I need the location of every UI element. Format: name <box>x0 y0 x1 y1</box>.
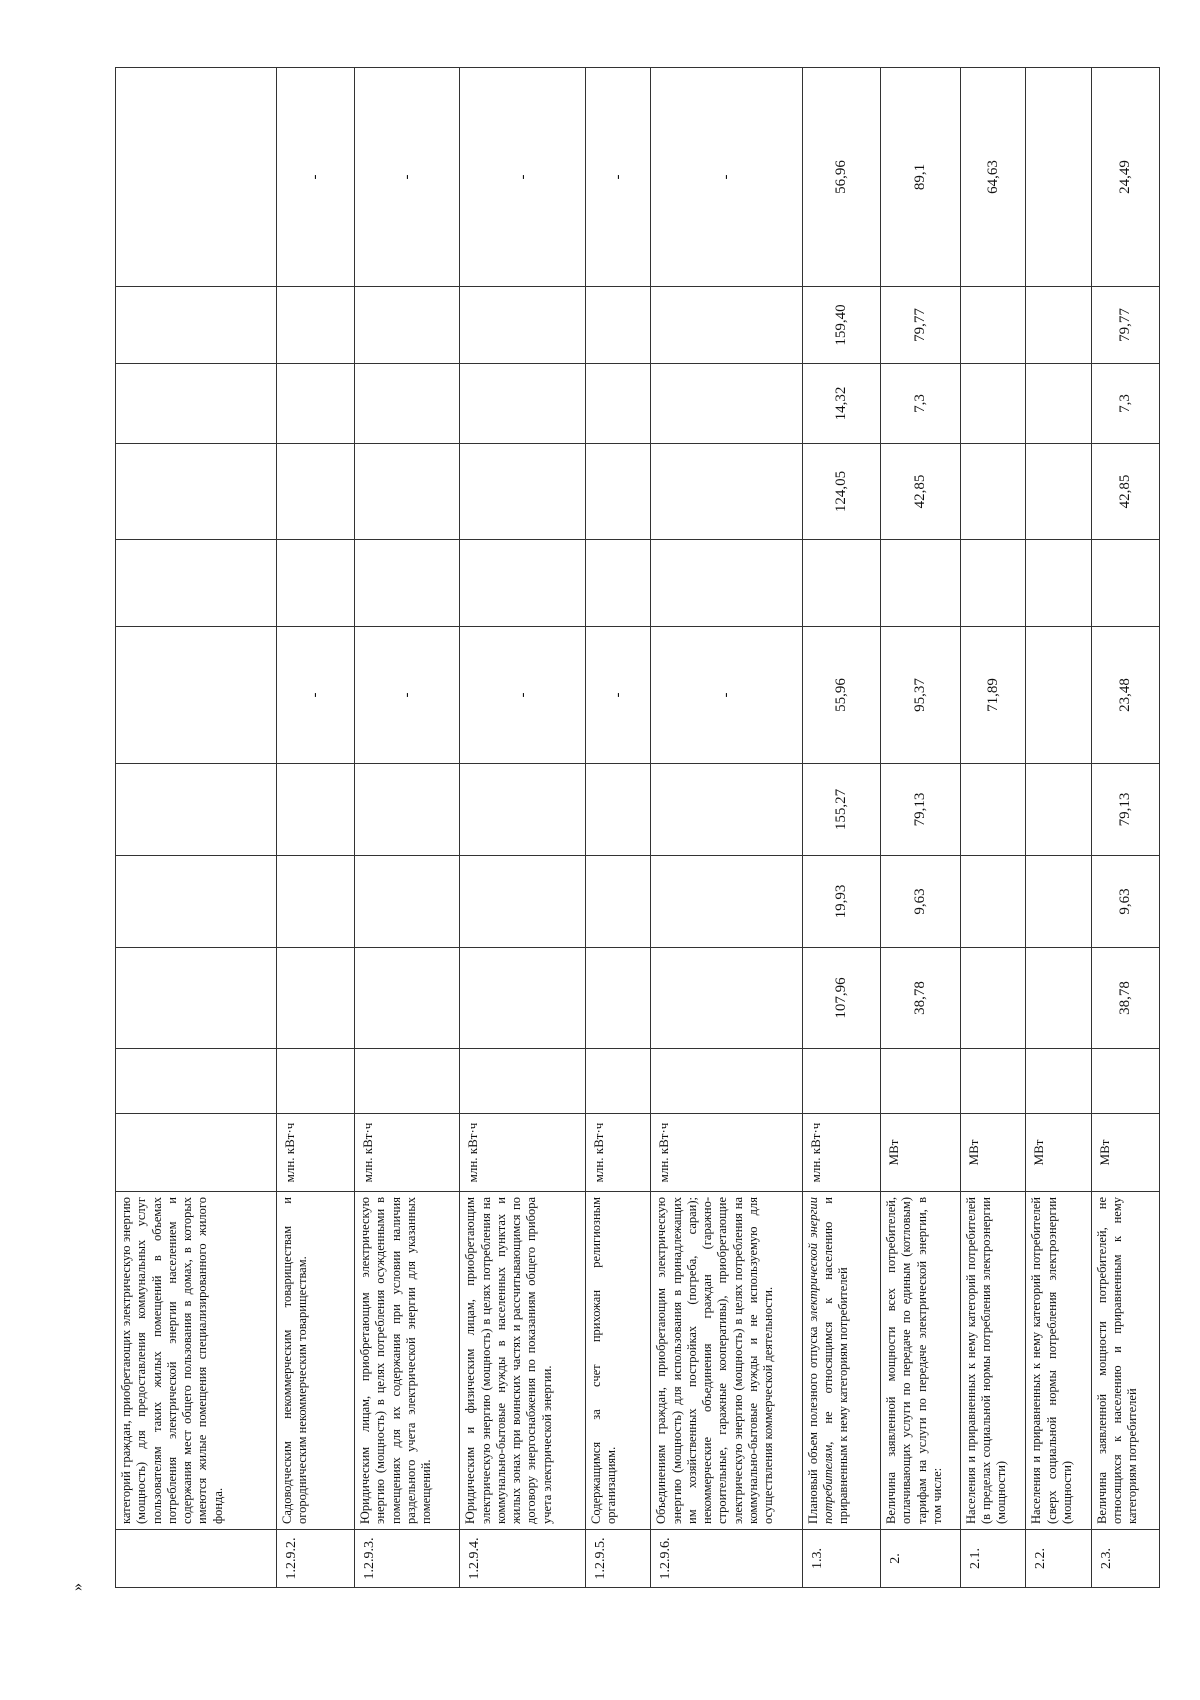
row-name: Садоводческим некоммерческим товариществам и огородническим некоммерческим товариществам. <box>276 1192 355 1530</box>
value-cell-2: 38,78 <box>1091 948 1159 1049</box>
table-row <box>881 68 961 1588</box>
row-unit: млн. кВт·ч <box>276 1114 355 1192</box>
value-cell-3: 9,63 <box>881 856 961 948</box>
value-cell-6 <box>585 540 651 627</box>
value-cell-9 <box>1026 287 1092 364</box>
value-cell-9 <box>276 287 355 364</box>
row-name: Юридическим и физическим лицам, приобретающим электрическую энергию (мощность) в целях потребления на коммунально-бытовые нужды в населенных пунктах и жилых зонах при воинских частях и рассчитывающимся по договору энергоснабжения по показаниям общего прибора учета электрической энергии. <box>460 1192 585 1530</box>
value-cell-10 <box>1026 68 1092 287</box>
value-cell-7: 124,05 <box>802 444 881 540</box>
value-cell-7 <box>355 444 460 540</box>
value-cell-9 <box>960 287 1026 364</box>
value-cell-2 <box>355 948 460 1049</box>
value-cell-9 <box>355 287 460 364</box>
table-body <box>116 68 1160 1588</box>
value-cell-6 <box>276 540 355 627</box>
value-cell-4 <box>116 764 277 856</box>
row-code: 2.2. <box>1026 1530 1092 1588</box>
tariff-table <box>115 67 1160 1588</box>
row-name-part: Плановый объем полезного отпуска <box>805 1321 820 1524</box>
value-cell-1 <box>276 1049 355 1114</box>
row-unit: МВт <box>1026 1114 1092 1192</box>
value-cell-4 <box>651 764 802 856</box>
row-code: 2. <box>881 1530 961 1588</box>
value-cell-10: - <box>355 68 460 287</box>
value-cell-2 <box>651 948 802 1049</box>
value-cell-10: 56,96 <box>802 68 881 287</box>
value-cell-9: 79,77 <box>1091 287 1159 364</box>
value-cell-5: 55,96 <box>802 627 881 764</box>
row-unit <box>116 1114 277 1192</box>
row-name: Юридическим лицам, приобретающим электрическую энергию (мощность) в целях потребления осужденными в помещениях для их содержания при условии наличия раздельного учета электрической энергии для указанных помещений. <box>355 1192 460 1530</box>
value-cell-7 <box>460 444 585 540</box>
value-cell-1 <box>355 1049 460 1114</box>
value-cell-9 <box>116 287 277 364</box>
value-cell-8: 7,3 <box>881 364 961 444</box>
value-cell-4: 79,13 <box>881 764 961 856</box>
value-cell-3: 9,63 <box>1091 856 1159 948</box>
value-cell-8 <box>460 364 585 444</box>
rotated-table-page <box>115 68 1160 1588</box>
row-code: 1.2.9.3. <box>355 1530 460 1588</box>
value-cell-6 <box>460 540 585 627</box>
value-cell-7 <box>276 444 355 540</box>
row-code <box>116 1530 277 1588</box>
value-cell-7 <box>116 444 277 540</box>
value-cell-8 <box>355 364 460 444</box>
value-cell-5 <box>1026 627 1092 764</box>
value-cell-1 <box>960 1049 1026 1114</box>
row-code: 1.2.9.6. <box>651 1530 802 1588</box>
table-row <box>276 68 355 1588</box>
row-name <box>802 1192 881 1530</box>
row-unit: млн. кВт·ч <box>355 1114 460 1192</box>
value-cell-3 <box>585 856 651 948</box>
value-cell-8 <box>116 364 277 444</box>
value-cell-4: 79,13 <box>1091 764 1159 856</box>
value-cell-1 <box>1026 1049 1092 1114</box>
value-cell-2 <box>116 948 277 1049</box>
value-cell-7 <box>651 444 802 540</box>
value-cell-7 <box>960 444 1026 540</box>
value-cell-6 <box>881 540 961 627</box>
value-cell-2: 107,96 <box>802 948 881 1049</box>
value-cell-2 <box>585 948 651 1049</box>
row-unit: млн. кВт·ч <box>802 1114 881 1192</box>
value-cell-9 <box>585 287 651 364</box>
row-name: Населения и приравненных к нему категорий потребителей (в пределах социальной нормы потребления электроэнергии (мощности) <box>960 1192 1026 1530</box>
row-name: Величина заявленной мощности потребителей, не относящихся к населению и приравненным к нему категориям потребителей <box>1091 1192 1159 1530</box>
value-cell-3 <box>1026 856 1092 948</box>
value-cell-4: 155,27 <box>802 764 881 856</box>
value-cell-9: 79,77 <box>881 287 961 364</box>
value-cell-7 <box>585 444 651 540</box>
value-cell-5: - <box>276 627 355 764</box>
value-cell-2: 38,78 <box>881 948 961 1049</box>
row-unit: млн. кВт·ч <box>460 1114 585 1192</box>
value-cell-6 <box>1026 540 1092 627</box>
value-cell-3 <box>355 856 460 948</box>
value-cell-4 <box>960 764 1026 856</box>
value-cell-8 <box>651 364 802 444</box>
value-cell-1 <box>1091 1049 1159 1114</box>
row-name-part: электрической энергии потребителям, <box>805 1197 835 1524</box>
value-cell-10: - <box>460 68 585 287</box>
value-cell-9: 159,40 <box>802 287 881 364</box>
value-cell-8 <box>1026 364 1092 444</box>
value-cell-2 <box>460 948 585 1049</box>
value-cell-6 <box>651 540 802 627</box>
table-row <box>116 68 277 1588</box>
value-cell-2 <box>1026 948 1092 1049</box>
value-cell-1 <box>116 1049 277 1114</box>
value-cell-6 <box>1091 540 1159 627</box>
row-code: 2.1. <box>960 1530 1026 1588</box>
row-name-part: не относящимся к населению и приравненным к нему категориям потребителей <box>820 1197 851 1524</box>
value-cell-4 <box>1026 764 1092 856</box>
value-cell-10: - <box>276 68 355 287</box>
table-row <box>355 68 460 1588</box>
value-cell-9 <box>460 287 585 364</box>
value-cell-7: 42,85 <box>1091 444 1159 540</box>
row-name: Объединениям граждан, приобретающим электрическую энергию (мощность) для использования в принадлежащих им хозяйственных постройках (погреба, сараи); некоммерческие объединения граждан (гаражно-строительные, гаражные кооперативы), приобретающие электрическую энергию (мощность) в целях потребления на коммунально-бытовые нужды и не используемую для осуществления коммерческой деятельности. <box>651 1192 802 1530</box>
value-cell-8: 7,3 <box>1091 364 1159 444</box>
value-cell-1 <box>585 1049 651 1114</box>
value-cell-7: 42,85 <box>881 444 961 540</box>
value-cell-5: - <box>585 627 651 764</box>
row-code: 1.2.9.4. <box>460 1530 585 1588</box>
value-cell-8 <box>960 364 1026 444</box>
value-cell-3 <box>960 856 1026 948</box>
table-row <box>1026 68 1092 1588</box>
row-code: 1.2.9.5. <box>585 1530 651 1588</box>
table-row <box>960 68 1026 1588</box>
value-cell-5: - <box>651 627 802 764</box>
row-unit: млн. кВт·ч <box>651 1114 802 1192</box>
value-cell-6 <box>355 540 460 627</box>
table-row <box>585 68 651 1588</box>
value-cell-7 <box>1026 444 1092 540</box>
value-cell-10 <box>116 68 277 287</box>
value-cell-2 <box>276 948 355 1049</box>
table-row <box>651 68 802 1588</box>
value-cell-5: 95,37 <box>881 627 961 764</box>
value-cell-8 <box>585 364 651 444</box>
value-cell-4 <box>355 764 460 856</box>
table-row <box>460 68 585 1588</box>
value-cell-4 <box>585 764 651 856</box>
row-unit: МВт <box>881 1114 961 1192</box>
value-cell-6 <box>960 540 1026 627</box>
value-cell-8: 14,32 <box>802 364 881 444</box>
value-cell-5: 23,48 <box>1091 627 1159 764</box>
value-cell-10: 89,1 <box>881 68 961 287</box>
value-cell-6 <box>802 540 881 627</box>
closing-quote-mark: » <box>69 1583 86 1591</box>
table-row <box>802 68 881 1588</box>
row-name: категорий граждан, приобретающих электрическую энергию (мощность) для предоставления коммунальных услуг пользователям таких жилых помещений в объемах потребления электрической энергии населением и содержания мест общего пользования в домах, в которых имеются жилые помещения специализированного жилого фонда. <box>116 1192 277 1530</box>
row-name: Величина заявленной мощности всех потребителей, оплачивающих услуги по передаче по единым (котловым) тарифам на услуги по передаче электрической энергии, в том числе: <box>881 1192 961 1530</box>
row-code: 1.2.9.2. <box>276 1530 355 1588</box>
value-cell-10: - <box>585 68 651 287</box>
value-cell-3: 19,93 <box>802 856 881 948</box>
value-cell-3 <box>276 856 355 948</box>
value-cell-3 <box>116 856 277 948</box>
value-cell-1 <box>802 1049 881 1114</box>
value-cell-8 <box>276 364 355 444</box>
row-code: 2.3. <box>1091 1530 1159 1588</box>
value-cell-5: 71,89 <box>960 627 1026 764</box>
value-cell-5 <box>116 627 277 764</box>
value-cell-3 <box>651 856 802 948</box>
row-name: Содержащимся за счет прихожан религиозным организациям. <box>585 1192 651 1530</box>
value-cell-5: - <box>355 627 460 764</box>
value-cell-6 <box>116 540 277 627</box>
value-cell-10: 64,63 <box>960 68 1026 287</box>
value-cell-10: 24,49 <box>1091 68 1159 287</box>
row-code: 1.3. <box>802 1530 881 1588</box>
value-cell-9 <box>651 287 802 364</box>
table-row <box>1091 68 1159 1588</box>
row-name: Населения и приравненных к нему категорий потребителей (сверх социальной нормы потребления электроэнергии (мощности) <box>1026 1192 1092 1530</box>
row-unit: млн. кВт·ч <box>585 1114 651 1192</box>
row-unit: МВт <box>1091 1114 1159 1192</box>
value-cell-3 <box>460 856 585 948</box>
value-cell-5: - <box>460 627 585 764</box>
value-cell-1 <box>651 1049 802 1114</box>
value-cell-4 <box>276 764 355 856</box>
value-cell-1 <box>460 1049 585 1114</box>
row-unit: МВт <box>960 1114 1026 1192</box>
value-cell-1 <box>881 1049 961 1114</box>
value-cell-2 <box>960 948 1026 1049</box>
value-cell-10: - <box>651 68 802 287</box>
value-cell-4 <box>460 764 585 856</box>
